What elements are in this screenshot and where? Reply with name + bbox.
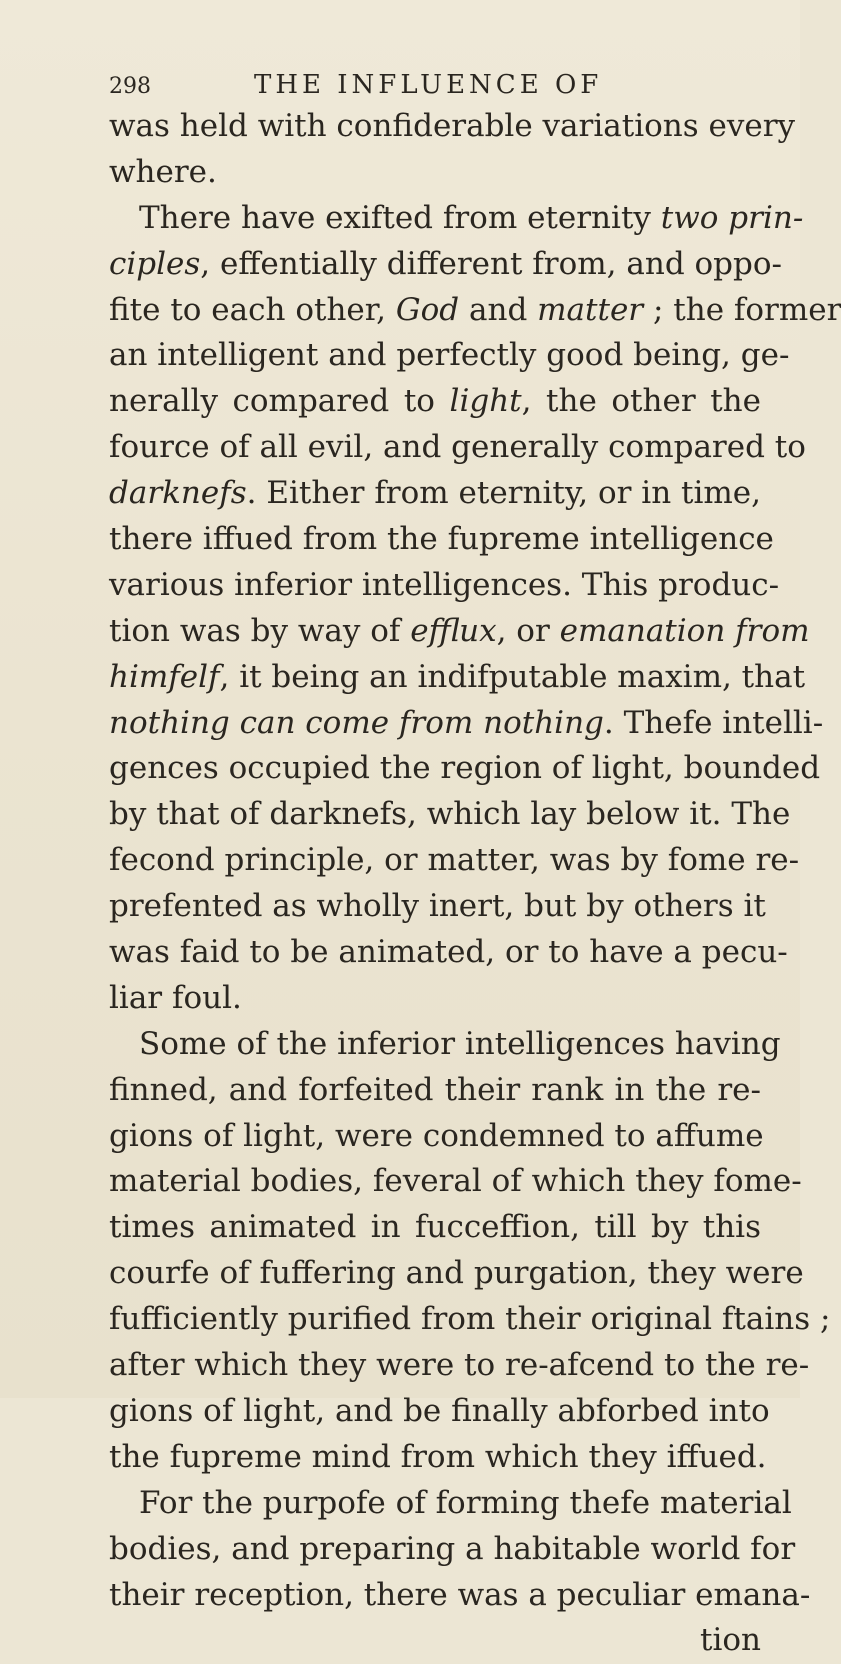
text-span: ; the former (643, 291, 841, 328)
text-line (109, 1159, 802, 1205)
text-span: gences occupied the region of light, bounded (109, 750, 821, 787)
italic-text: emanation from (559, 612, 810, 649)
text-line (109, 1022, 781, 1068)
text-line (109, 701, 824, 747)
italic-text: light (449, 383, 522, 420)
text-span: For the purpofe of forming thefe material (139, 1484, 792, 1521)
text-line (109, 1205, 761, 1251)
text-span: nerally compared to (109, 383, 450, 420)
text-span: . Either from eternity, or in time, (246, 475, 761, 512)
text-span: material bodies, feveral of which they fome- (109, 1163, 802, 1200)
text-span: and (459, 291, 538, 328)
text-span: prefented as wholly inert, but by others it (109, 888, 766, 925)
text-line (109, 1435, 767, 1481)
text-span: there iffued from the fupreme intelligence (109, 521, 774, 558)
text-line (109, 1068, 761, 1114)
text-span: , effentially different from, and oppo- (200, 245, 783, 282)
text-line (109, 1343, 810, 1389)
text-span: tion was by way of (109, 612, 411, 649)
text-line (109, 104, 796, 150)
italic-text: nothing can come from nothing (109, 704, 604, 741)
text-line (109, 333, 790, 379)
italic-text: God (395, 291, 460, 328)
text-line (109, 517, 774, 563)
text-span: was faid to be animated, or to have a pecu- (109, 934, 788, 971)
italic-text: two prin- (660, 199, 804, 236)
text-span: . Thefe intelli- (603, 704, 824, 741)
text-span: their reception, there was a peculiar emana- (109, 1576, 811, 1613)
text-span: the fupreme mind from which they iffued. (109, 1438, 767, 1475)
text-span: gions of light, were condemned to affume (109, 1117, 764, 1154)
italic-text: matter (537, 291, 644, 328)
text-span: , it being an indifputable maxim, that (219, 658, 806, 695)
text-span: fufficiently purified from their original ftains ; (109, 1301, 831, 1338)
text-line (109, 1481, 792, 1527)
text-span: where. (109, 153, 217, 190)
text-line (109, 1251, 804, 1297)
text-span: fecond principle, or matter, was by fome re- (109, 842, 800, 879)
text-line (109, 792, 791, 838)
text-line (109, 976, 761, 1022)
text-line (109, 288, 841, 334)
text-line (109, 1573, 811, 1619)
italic-text: ciples (109, 245, 201, 282)
text-span: finned, and forfeited their rank in the re- (109, 1071, 761, 1108)
text-line (109, 150, 761, 196)
text-span: after which they were to re-afcend to the re- (109, 1347, 810, 1384)
text-span: liar foul. (109, 979, 242, 1016)
text-line (109, 471, 761, 517)
text-span: tion (699, 1622, 761, 1659)
text-span: , the other the (521, 383, 761, 420)
text-span: various inferior intelligences. This produc- (109, 566, 780, 603)
text-span: bodies, and preparing a habitable world for (109, 1530, 796, 1567)
text-line (109, 746, 821, 792)
text-line (109, 1618, 761, 1664)
text-span: an intelligent and perfectly good being, ge- (109, 337, 790, 374)
text-line (109, 1297, 831, 1343)
text-span: was held with confiderable variations every (109, 108, 796, 144)
text-span: Some of the inferior intelligences having (139, 1025, 781, 1062)
text-line (109, 379, 761, 425)
text-span: There have exifted from eternity (139, 199, 661, 236)
text-line (109, 242, 783, 288)
text-line (109, 655, 806, 701)
text-line (109, 1527, 796, 1573)
text-span: gions of light, and be finally abforbed into (109, 1392, 770, 1429)
text-span: fource of all evil, and generally compared to (109, 429, 806, 466)
body-text (109, 104, 841, 1664)
text-line (109, 1389, 770, 1435)
text-span: courfe of fuffering and purgation, they were (109, 1255, 804, 1292)
text-line (109, 930, 788, 976)
text-line (109, 425, 806, 471)
text-span: times animated in fucceffion, till by this (109, 1209, 761, 1246)
text-span: fite to each other, (109, 291, 396, 328)
text-line (109, 838, 800, 884)
italic-text: darknefs (109, 475, 247, 512)
text-span: , or (496, 612, 560, 649)
running-title: THE INFLUENCE OF (254, 70, 603, 100)
text-line (109, 609, 810, 655)
text-line (109, 196, 804, 242)
italic-text: himfelf (109, 658, 220, 695)
text-line (109, 563, 780, 609)
italic-text: efflux (410, 612, 497, 649)
text-span: by that of darknefs, which lay below it. The (109, 796, 791, 833)
text-line (109, 1114, 764, 1160)
text-line (109, 884, 766, 930)
page-number: 298 (109, 74, 151, 99)
